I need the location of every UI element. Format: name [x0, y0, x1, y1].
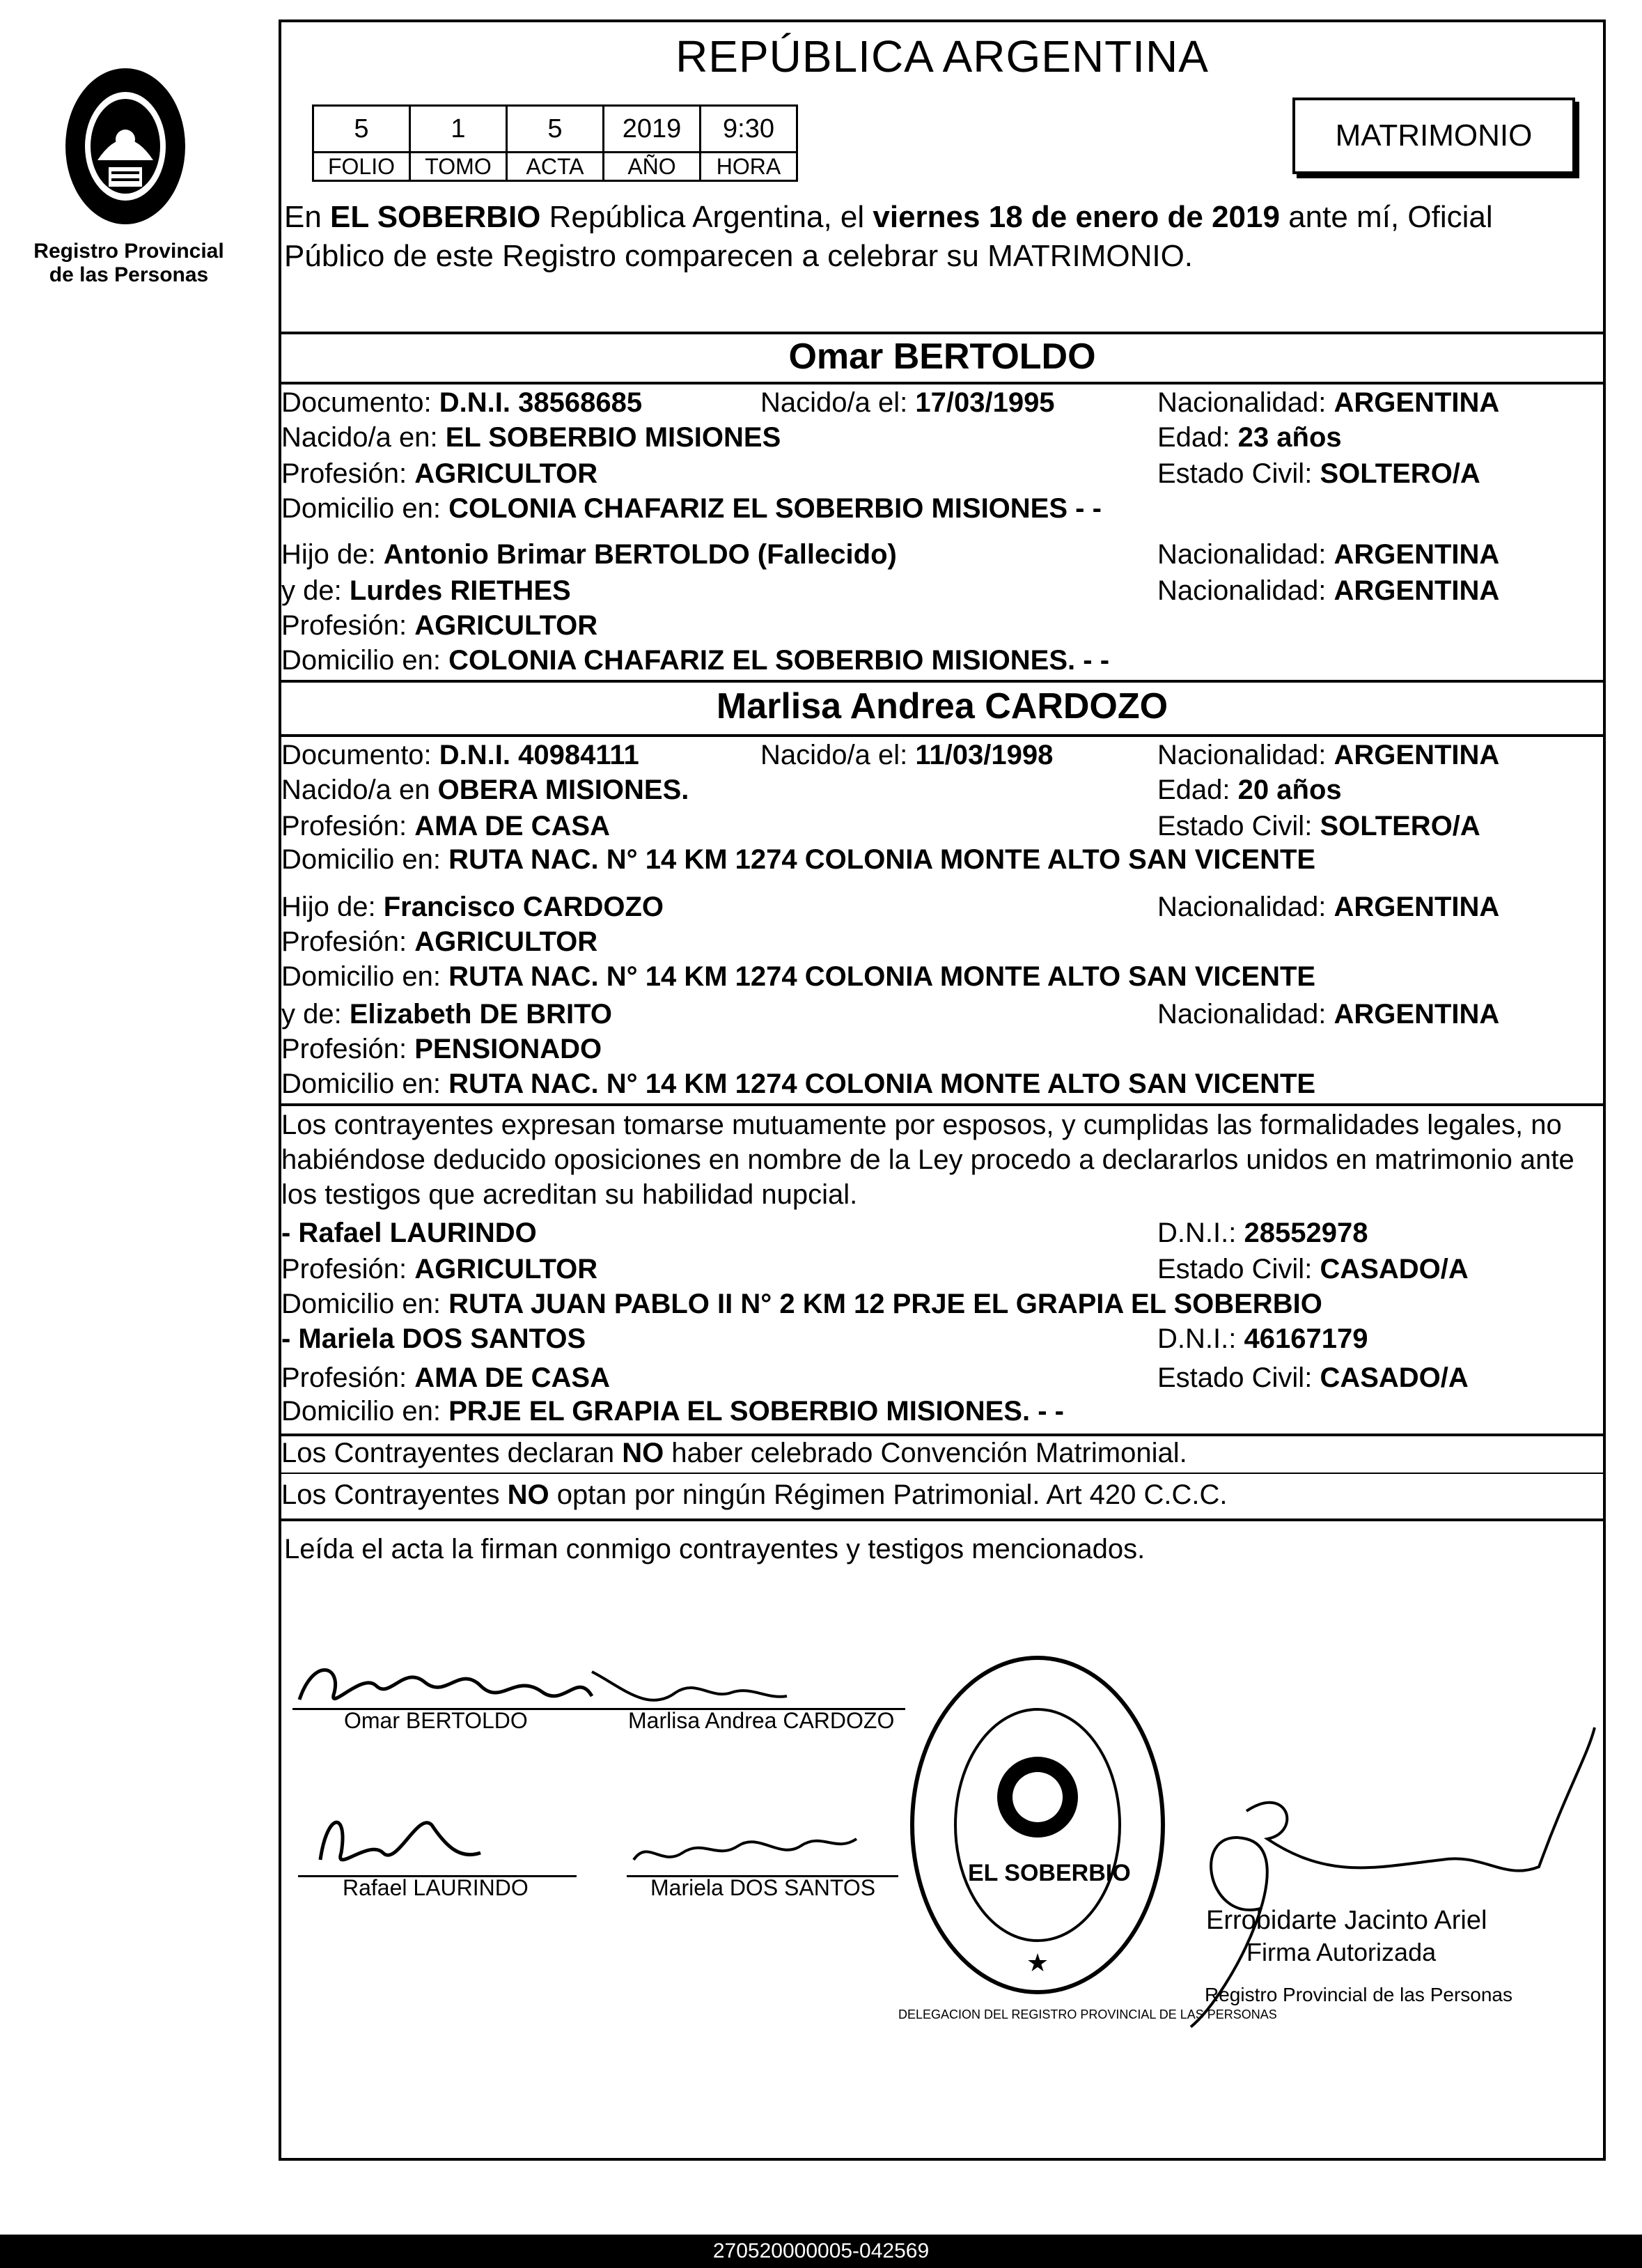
groom-civil-status: Estado Civil: SOLTERO/A: [1157, 458, 1480, 489]
witness1-civil-status: Estado Civil: CASADO/A: [1157, 1254, 1469, 1284]
divider: [279, 1473, 1606, 1474]
bride-mother-address: Domicilio en: RUTA NAC. N° 14 KM 1274 COLONIA MONTE ALTO SAN VICENTE: [281, 1069, 1316, 1099]
bride-father-profession: Profesión: AGRICULTOR: [281, 926, 598, 957]
witness2-dni: D.N.I.: 46167179: [1157, 1323, 1368, 1354]
divider: [279, 680, 1606, 683]
svg-text:★: ★: [1026, 1948, 1049, 1977]
declaration-text: Los contrayentes expresan tomarse mutuamente por esposos, y cumplidas las formalidades legales, no habiéndose deducido oposiciones en nombre de la Ley procedo a declararlos unidos en matrimonio ante los testigos que acreditan su habilidad nupcial.: [281, 1110, 1574, 1210]
year-value: 2019: [604, 106, 701, 153]
country-title: REPÚBLICA ARGENTINA: [675, 31, 1209, 81]
witness1-name: - Rafael LAURINDO: [281, 1218, 537, 1248]
divider: [279, 1434, 1606, 1436]
logo-caption-line2: de las Personas: [49, 263, 209, 286]
witness-signatures: [299, 1797, 898, 1881]
bride-birthplace: Nacido/a en OBERA MISIONES.: [281, 775, 689, 805]
bride-age: Edad: 20 años: [1157, 775, 1342, 805]
bride-civil-status: Estado Civil: SOLTERO/A: [1157, 811, 1480, 841]
groom-parents-address: Domicilio en: COLONIA CHAFARIZ EL SOBERBIO MISIONES. - -: [281, 645, 1110, 676]
bride-mother-nationality: Nacionalidad: ARGENTINA: [1157, 999, 1500, 1030]
tomo-label: TOMO: [410, 153, 507, 181]
provincial-seal-icon: [42, 56, 209, 237]
year-label: AÑO: [604, 153, 701, 181]
groom-profession: Profesión: AGRICULTOR: [281, 458, 598, 489]
stamp-ring-text: DELEGACION DEL REGISTRO PROVINCIAL DE LAS PERSONAS: [898, 2007, 1277, 2021]
witness1-signature-label: Rafael LAURINDO: [343, 1875, 529, 1900]
witness2-name: - Mariela DOS SANTOS: [281, 1323, 586, 1354]
witness1-profession: Profesión: AGRICULTOR: [281, 1254, 598, 1284]
groom-name: Omar BERTOLDO: [788, 336, 1096, 377]
delegation-stamp: [905, 1651, 1170, 1999]
official-title: Firma Autorizada: [1246, 1938, 1437, 1966]
folio-value: 5: [313, 106, 410, 153]
groom-birthdate: Nacido/a el: 17/03/1995: [760, 387, 1055, 418]
bride-father-nationality: Nacionalidad: ARGENTINA: [1157, 892, 1500, 922]
divider: [279, 1519, 1606, 1521]
witness2-civil-status: Estado Civil: CASADO/A: [1157, 1362, 1469, 1393]
groom-father-nationality: Nacionalidad: ARGENTINA: [1157, 539, 1500, 570]
bride-mother: y de: Elizabeth DE BRITO: [281, 999, 612, 1030]
bride-signature-label: Marlisa Andrea CARDOZO: [628, 1708, 895, 1733]
groom-signature-label: Omar BERTOLDO: [344, 1708, 528, 1733]
logo-caption: [14, 240, 244, 287]
convention-line: Los Contrayentes declaran NO haber celebrado Convención Matrimonial.: [281, 1438, 1187, 1468]
logo-caption-line1: Registro Provincial: [33, 240, 224, 263]
bride-name: Marlisa Andrea CARDOZO: [716, 686, 1168, 727]
bride-document: Documento: D.N.I. 40984111: [281, 740, 639, 770]
groom-age: Edad: 23 años: [1157, 422, 1342, 453]
groom-mother-nationality: Nacionalidad: ARGENTINA: [1157, 575, 1500, 606]
act-type-badge: MATRIMONIO: [1292, 98, 1575, 174]
bride-birthdate: Nacido/a el: 11/03/1998: [760, 740, 1054, 770]
witness1-dni: D.N.I.: 28552978: [1157, 1218, 1368, 1248]
official-name: Errobidarte Jacinto Ariel: [1206, 1906, 1487, 1935]
reference-table: [312, 104, 798, 182]
divider: [279, 382, 1606, 385]
groom-mother: y de: Lurdes RIETHES: [281, 575, 571, 606]
intro-paragraph: En EL SOBERBIO República Argentina, el viernes 18 de enero de 2019 ante mí, Oficial Público de este Registro comparecen a celebrar su MATRIMONIO.: [284, 200, 1493, 273]
bride-address: Domicilio en: RUTA NAC. N° 14 KM 1274 COLONIA MONTE ALTO SAN VICENTE: [281, 844, 1316, 875]
acta-value: 5: [507, 106, 604, 153]
acta-label: ACTA: [507, 153, 604, 181]
groom-birthplace: Nacido/a en: EL SOBERBIO MISIONES: [281, 422, 781, 453]
witness2-signature-label: Mariela DOS SANTOS: [650, 1875, 876, 1900]
document-code: 270520000005-042569: [0, 2235, 1642, 2268]
closing-text: Leída el acta la firman conmigo contrayentes y testigos mencionados.: [284, 1534, 1146, 1564]
groom-nationality: Nacionalidad: ARGENTINA: [1157, 387, 1500, 418]
tomo-value: 1: [410, 106, 507, 153]
witness2-address: Domicilio en: PRJE EL GRAPIA EL SOBERBIO MISIONES. - -: [281, 1396, 1064, 1427]
witness1-address: Domicilio en: RUTA JUAN PABLO II N° 2 KM 12 PRJE EL GRAPIA EL SOBERBIO: [281, 1289, 1322, 1319]
folio-label: FOLIO: [313, 153, 410, 181]
groom-address: Domicilio en: COLONIA CHAFARIZ EL SOBERBIO MISIONES - -: [281, 493, 1102, 524]
bride-father: Hijo de: Francisco CARDOZO: [281, 892, 664, 922]
hour-value: 9:30: [701, 106, 797, 153]
witness2-profession: Profesión: AMA DE CASA: [281, 1362, 610, 1393]
divider: [279, 1103, 1606, 1106]
bride-father-address: Domicilio en: RUTA NAC. N° 14 KM 1274 COLONIA MONTE ALTO SAN VICENTE: [281, 961, 1316, 992]
hour-label: HORA: [701, 153, 797, 181]
bride-mother-profession: Profesión: PENSIONADO: [281, 1034, 602, 1064]
registry-logo: [42, 56, 209, 237]
official-registry: Registro Provincial de las Personas: [1205, 1984, 1512, 2005]
groom-father: Hijo de: Antonio Brimar BERTOLDO (Fallecido): [281, 539, 897, 570]
divider: [279, 332, 1606, 334]
groom-parents-profession: Profesión: AGRICULTOR: [281, 610, 598, 641]
stamp-center-text: EL SOBERBIO: [968, 1860, 1131, 1886]
bride-profession: Profesión: AMA DE CASA: [281, 811, 610, 841]
divider: [279, 734, 1606, 737]
regime-line: Los Contrayentes NO optan por ningún Régimen Patrimonial. Art 420 C.C.C.: [281, 1479, 1228, 1510]
groom-document: Documento: D.N.I. 38568685: [281, 387, 643, 418]
bride-nationality: Nacionalidad: ARGENTINA: [1157, 740, 1500, 770]
